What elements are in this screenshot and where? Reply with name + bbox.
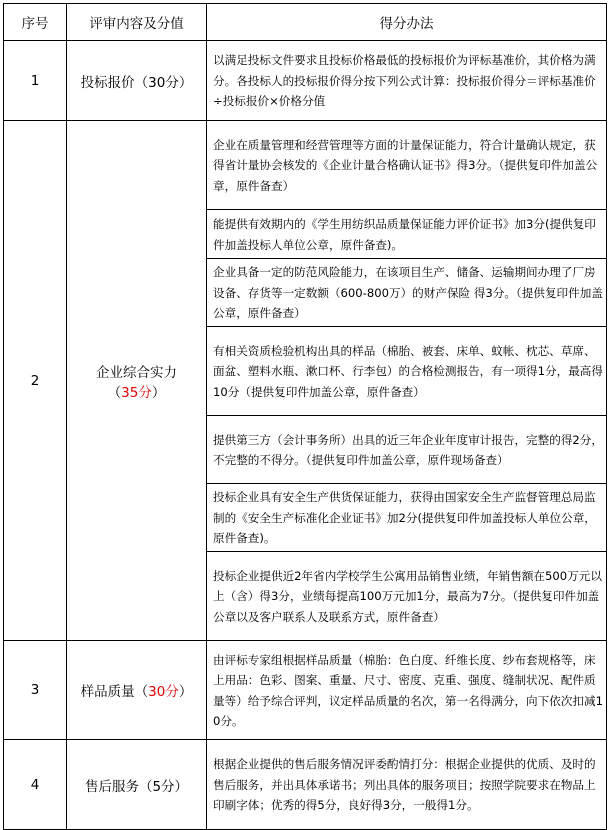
criterion-cell: 提供第三方（会计事务所）出具的近三年企业年度审计报告，完整的得2分，不完整的不得分。（提供复印件加盖公章，原件现场备查） [207, 416, 607, 484]
header-no: 序号 [4, 4, 67, 41]
criterion-cell: 根据企业提供的售后服务情况评委酌情打分：根据企业提供的优质、及时的售后服务，并出具体承诺书；列出具体的服务项目；按照学院要求在物品上印刷字体；优秀的得5分，良好得3分，一般得1分。 [207, 740, 607, 830]
table-row [4, 641, 607, 740]
category-cell: 样品质量（30分） [67, 641, 207, 740]
table-row [4, 41, 607, 121]
header-row [4, 4, 607, 41]
row-number: 3 [4, 641, 67, 740]
table-row [4, 740, 607, 830]
row-number: 2 [4, 121, 67, 641]
table-row [4, 121, 607, 210]
score-value: 35分 [121, 384, 152, 401]
category-cell [67, 41, 207, 121]
score-value: 30分 [148, 684, 179, 700]
category-score: （35分） [107, 384, 166, 401]
category-name: 样品质量 [80, 684, 135, 700]
category-name: 售后服务（5分） [84, 778, 189, 795]
scoring-table [3, 3, 607, 830]
header-item: 评审内容及分值 [67, 4, 207, 41]
category-name: 投标报价（30分） [80, 74, 193, 91]
criterion-cell: 有相关资质检验机构出具的样品（棉胎、被套、床单、蚊帐、枕芯、草席、面盆、塑料水瓶、漱口杯、行李包）的合格检测报告，有一项得1分，最高得10分（提供复印件加盖公章，原件备查） [207, 327, 607, 416]
criterion-cell: 由评标专家组根据样品质量（棉胎：色白度、纤维长度、纱布套规格等，床上用品：色彩、图案、重量、尺寸、密度、克重、强度、缝制状况、配件质量等）给予综合评判，议定样品质量的名次，第一名得满分，向下依次扣减10分。 [207, 641, 607, 740]
criterion-cell: 企业具备一定的防范风险能力，在该项目生产、储备、运输期间办理了厂房设备、存货等一定数额（600-800万）的财产保险 得3分。（提供复印件加盖公章，原件备查） [207, 259, 607, 327]
row-number: 4 [4, 740, 67, 830]
criterion-cell: 投标企业提供近2年省内学校学生公寓用品销售业绩，年销售额在500万元以上（含）得3分，业绩每提高100万元加1分，最高为7分。（提供复印件加盖公章以及客户联系人及联系方式，原件备查） [207, 552, 607, 641]
header-method: 得分办法 [207, 4, 607, 41]
category-cell [67, 740, 207, 830]
category-cell [67, 121, 207, 641]
criterion-cell: 以满足投标文件要求且投标价格最低的投标报价为评标基准价，其价格为满分。各投标人的投标报价得分按下列公式计算：投标报价得分＝评标基准价÷投标报价×价格分值 [207, 41, 607, 121]
criterion-cell: 企业在质量管理和经营管理等方面的计量保证能力，符合计量确认规定，获得省计量协会核发的《企业计量合格确认证书》得3分。（提供复印件加盖公章，原件备查） [207, 121, 607, 210]
criterion-cell: 能提供有效期内的《学生用纺织品质量保证能力评价证书》加3分(提供复印件加盖投标人单位公章，原件备查)。 [207, 210, 607, 259]
criterion-cell: 投标企业具有安全生产供货保证能力，获得由国家安全生产监督管理总局监制的《安全生产标准化企业证书》加2分(提供复印件加盖投标人单位公章，原件备查)。 [207, 484, 607, 552]
row-number: 1 [4, 41, 67, 121]
category-name: 企业综合实力 [96, 364, 177, 381]
